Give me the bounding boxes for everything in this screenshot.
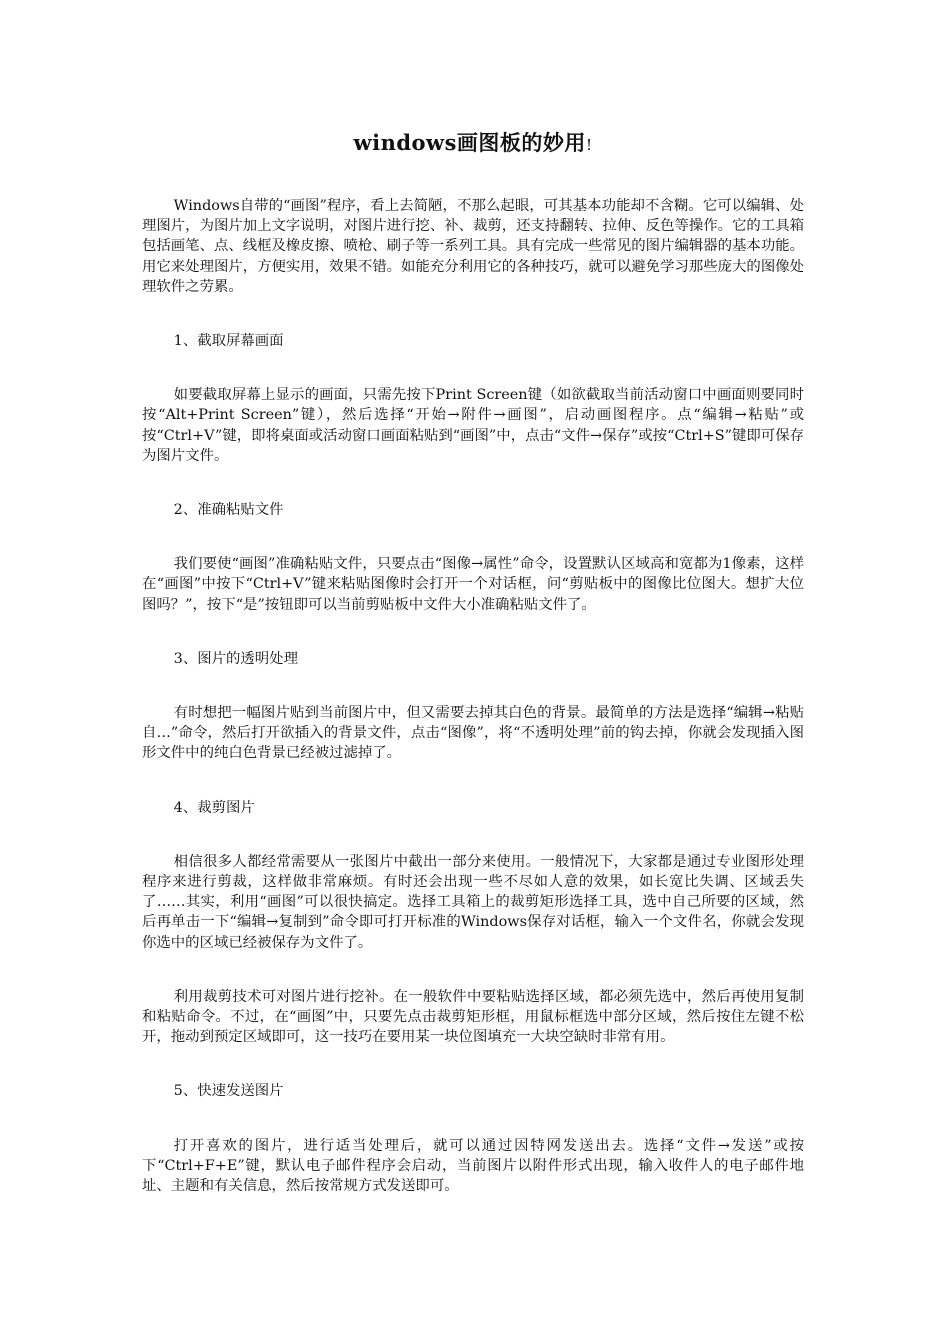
title-exclamation: !	[585, 136, 593, 154]
section-1-paragraph: 如要截取屏幕上显示的画面，只需先按下Print Screen键（如欲截取当前活动窗口中画面则要同时按“Alt+Print Screen”键），然后选择“开始→附件→画图”，启动画图程序。点“编辑→粘贴”或按“Ctrl+V”键，即将桌面或活动窗口画面粘贴到“画图”中，点击“文件→保存”或按“Ctrl+S”键即可保存为图片文件。	[142, 387, 804, 464]
section-heading-5: 5、快速发送图片	[173, 1083, 284, 1100]
document-title	[142, 126, 804, 162]
section-2-paragraph: 我们要使“画图”准确粘贴文件，只要点击“图像→属性”命令，设置默认区域高和宽都为1像素，这样在“画图”中按下“Ctrl+V”键来粘贴图像时会打开一个对话框，问“剪贴板中的图像比位图大。想扩大位图吗？”，按下“是”按钮即可以当前剪贴板中文件大小准确粘贴文件了。	[142, 556, 804, 613]
title-text: windows画图板的妙用	[353, 130, 586, 155]
intro-paragraph: Windows自带的“画图”程序，看上去简陋，不那么起眼，可其基本功能却不含糊。它可以编辑、处理图片，为图片加上文字说明，对图片进行挖、补、裁剪，还支持翻转、拉伸、反色等操作。它的工具箱包括画笔、点、线框及橡皮擦、喷枪、刷子等一系列工具。具有完成一些常见的图片编辑器的基本功能。用它来处理图片，方便实用，效果不错。如能充分利用它的各种技巧，就可以避免学习那些庞大的图像处理软件之劳累。	[142, 198, 804, 295]
section-4-paragraph-1: 相信很多人都经常需要从一张图片中截出一部分来使用。一般情况下，大家都是通过专业图形处理程序来进行剪裁，这样做非常麻烦。有时还会出现一些不尽如人意的效果，如长宽比失调、区域丢失了……其实，利用“画图”可以很快搞定。选择工具箱上的裁剪矩形选择工具，选中自己所要的区域，然后再单击一下“编辑→复制到”命令即可打开标准的Windows保存对话框，输入一个文件名，你就会发现你选中的区域已经被保存为文件了。	[142, 853, 804, 951]
document-page	[142, 126, 804, 1196]
section-heading-4: 4、裁剪图片	[173, 799, 255, 816]
section-5-paragraph: 打开喜欢的图片，进行适当处理后，就可以通过因特网发送出去。选择“文件→发送”或按下“Ctrl+F+E”键，默认电子邮件程序会启动，当前图片以附件形式出现，输入收件人的电子邮件地址、主题和有关信息，然后按常规方式发送即可。	[142, 1137, 804, 1195]
section-heading-1: 1、截取屏幕画面	[173, 333, 284, 350]
section-heading-3: 3、图片的透明处理	[173, 650, 298, 667]
section-3-paragraph: 有时想把一幅图片贴到当前图片中，但又需要去掉其白色的背景。最简单的方法是选择“编辑→粘贴自…”命令，然后打开欲插入的背景文件，点击“图像”，将“不透明处理”前的钩去掉，你就会发现插入图形文件中的纯白色背景已经被过滤掉了。	[142, 705, 804, 762]
section-heading-2: 2、准确粘贴文件	[173, 502, 284, 519]
section-4-paragraph-2: 利用裁剪技术可对图片进行挖补。在一般软件中要粘贴选择区域，都必须先选中，然后再使用复制和粘贴命令。不过，在“画图”中，只要先点击裁剪矩形框，用鼠标框选中部分区域，然后按住左键不松开，拖动到预定区域即可，这一技巧在要用某一块位图填充一大块空缺时非常有用。	[142, 988, 804, 1046]
